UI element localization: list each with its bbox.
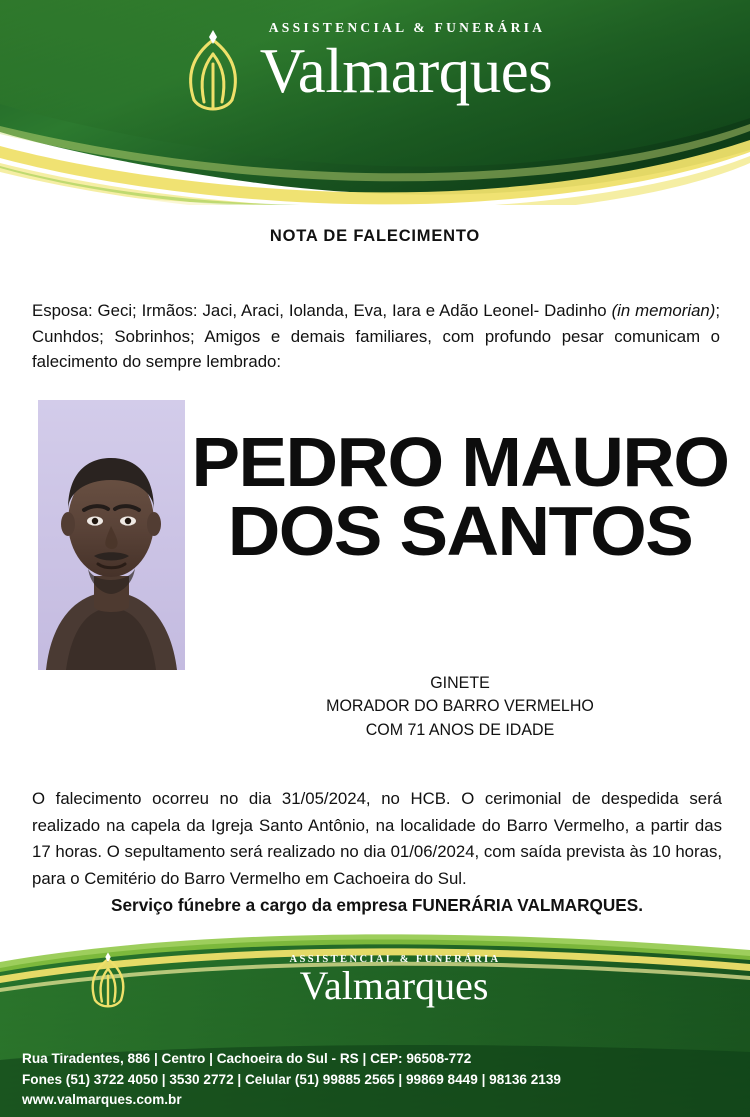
brand-name: Valmarques: [259, 36, 553, 106]
footer-brand-name: Valmarques: [299, 963, 489, 1008]
deceased-name-line2: DOS SANTOS: [227, 492, 693, 571]
intro-text-a: Esposa: Geci; Irmãos: Jaci, Araci, Iolanda, Eva, Iara e Adão Leonel- Dadinho: [32, 301, 612, 320]
deceased-subinfo: [198, 672, 722, 742]
deceased-name-line1: PEDRO MAURO: [191, 423, 729, 501]
deceased-name: [179, 423, 741, 571]
footer-brand-tagline: ASSISTENCIAL & FUNERÁRIA: [289, 954, 501, 965]
footer-address: Rua Tiradentes, 886 | Centro | Cachoeira do Sul - RS | CEP: 96508-772: [22, 1051, 472, 1067]
page-title: NOTA DE FALECIMENTO: [269, 227, 481, 245]
header-banner-graphic: [0, 0, 750, 205]
header-banner: [0, 0, 750, 205]
funeral-details-paragraph: O falecimento ocorreu no dia 31/05/2024, no HCB. O cerimonial de despedida será realizado na capela da Igreja Santo Antônio, na localidade do Barro Vermelho, a partir das 17 horas. O sepultamento será realizado no dia 01/06/2024, com saída prevista às 10 horas, para o Cemitério do Barro Vermelho em Cachoeira do Sul.: [32, 789, 722, 888]
intro-text-italic: (in memorian): [611, 301, 716, 320]
footer-contact-info: [22, 1049, 728, 1111]
footer-banner: [0, 932, 750, 1117]
deceased-age: COM 71 ANOS DE IDADE: [365, 720, 555, 739]
deceased-residence: MORADOR DO BARRO VERMELHO: [326, 697, 594, 716]
valmarques-crest-icon: [172, 24, 254, 120]
footer-website[interactable]: www.valmarques.com.br: [22, 1092, 182, 1108]
intro-text-b: ; Cunhdos; Sobrinhos; Amigos e demais familiares, com profundo pesar comunicam o falecimento do sempre lembrado:: [32, 301, 720, 372]
deceased-nickname: GINETE: [430, 674, 490, 692]
valmarques-crest-icon-footer: [80, 948, 136, 1014]
family-intro-paragraph: [32, 298, 720, 375]
brand-tagline: ASSISTENCIAL & FUNERÁRIA: [268, 20, 546, 35]
footer-phones: Fones (51) 3722 4050 | 3530 2772 | Celular (51) 99885 2565 | 99869 8449 | 98136 2139: [22, 1071, 561, 1087]
funeral-service-note: Serviço fúnebre a cargo da empresa FUNERÁRIA VALMARQUES.: [111, 895, 643, 915]
portrait-photo: [38, 400, 185, 670]
